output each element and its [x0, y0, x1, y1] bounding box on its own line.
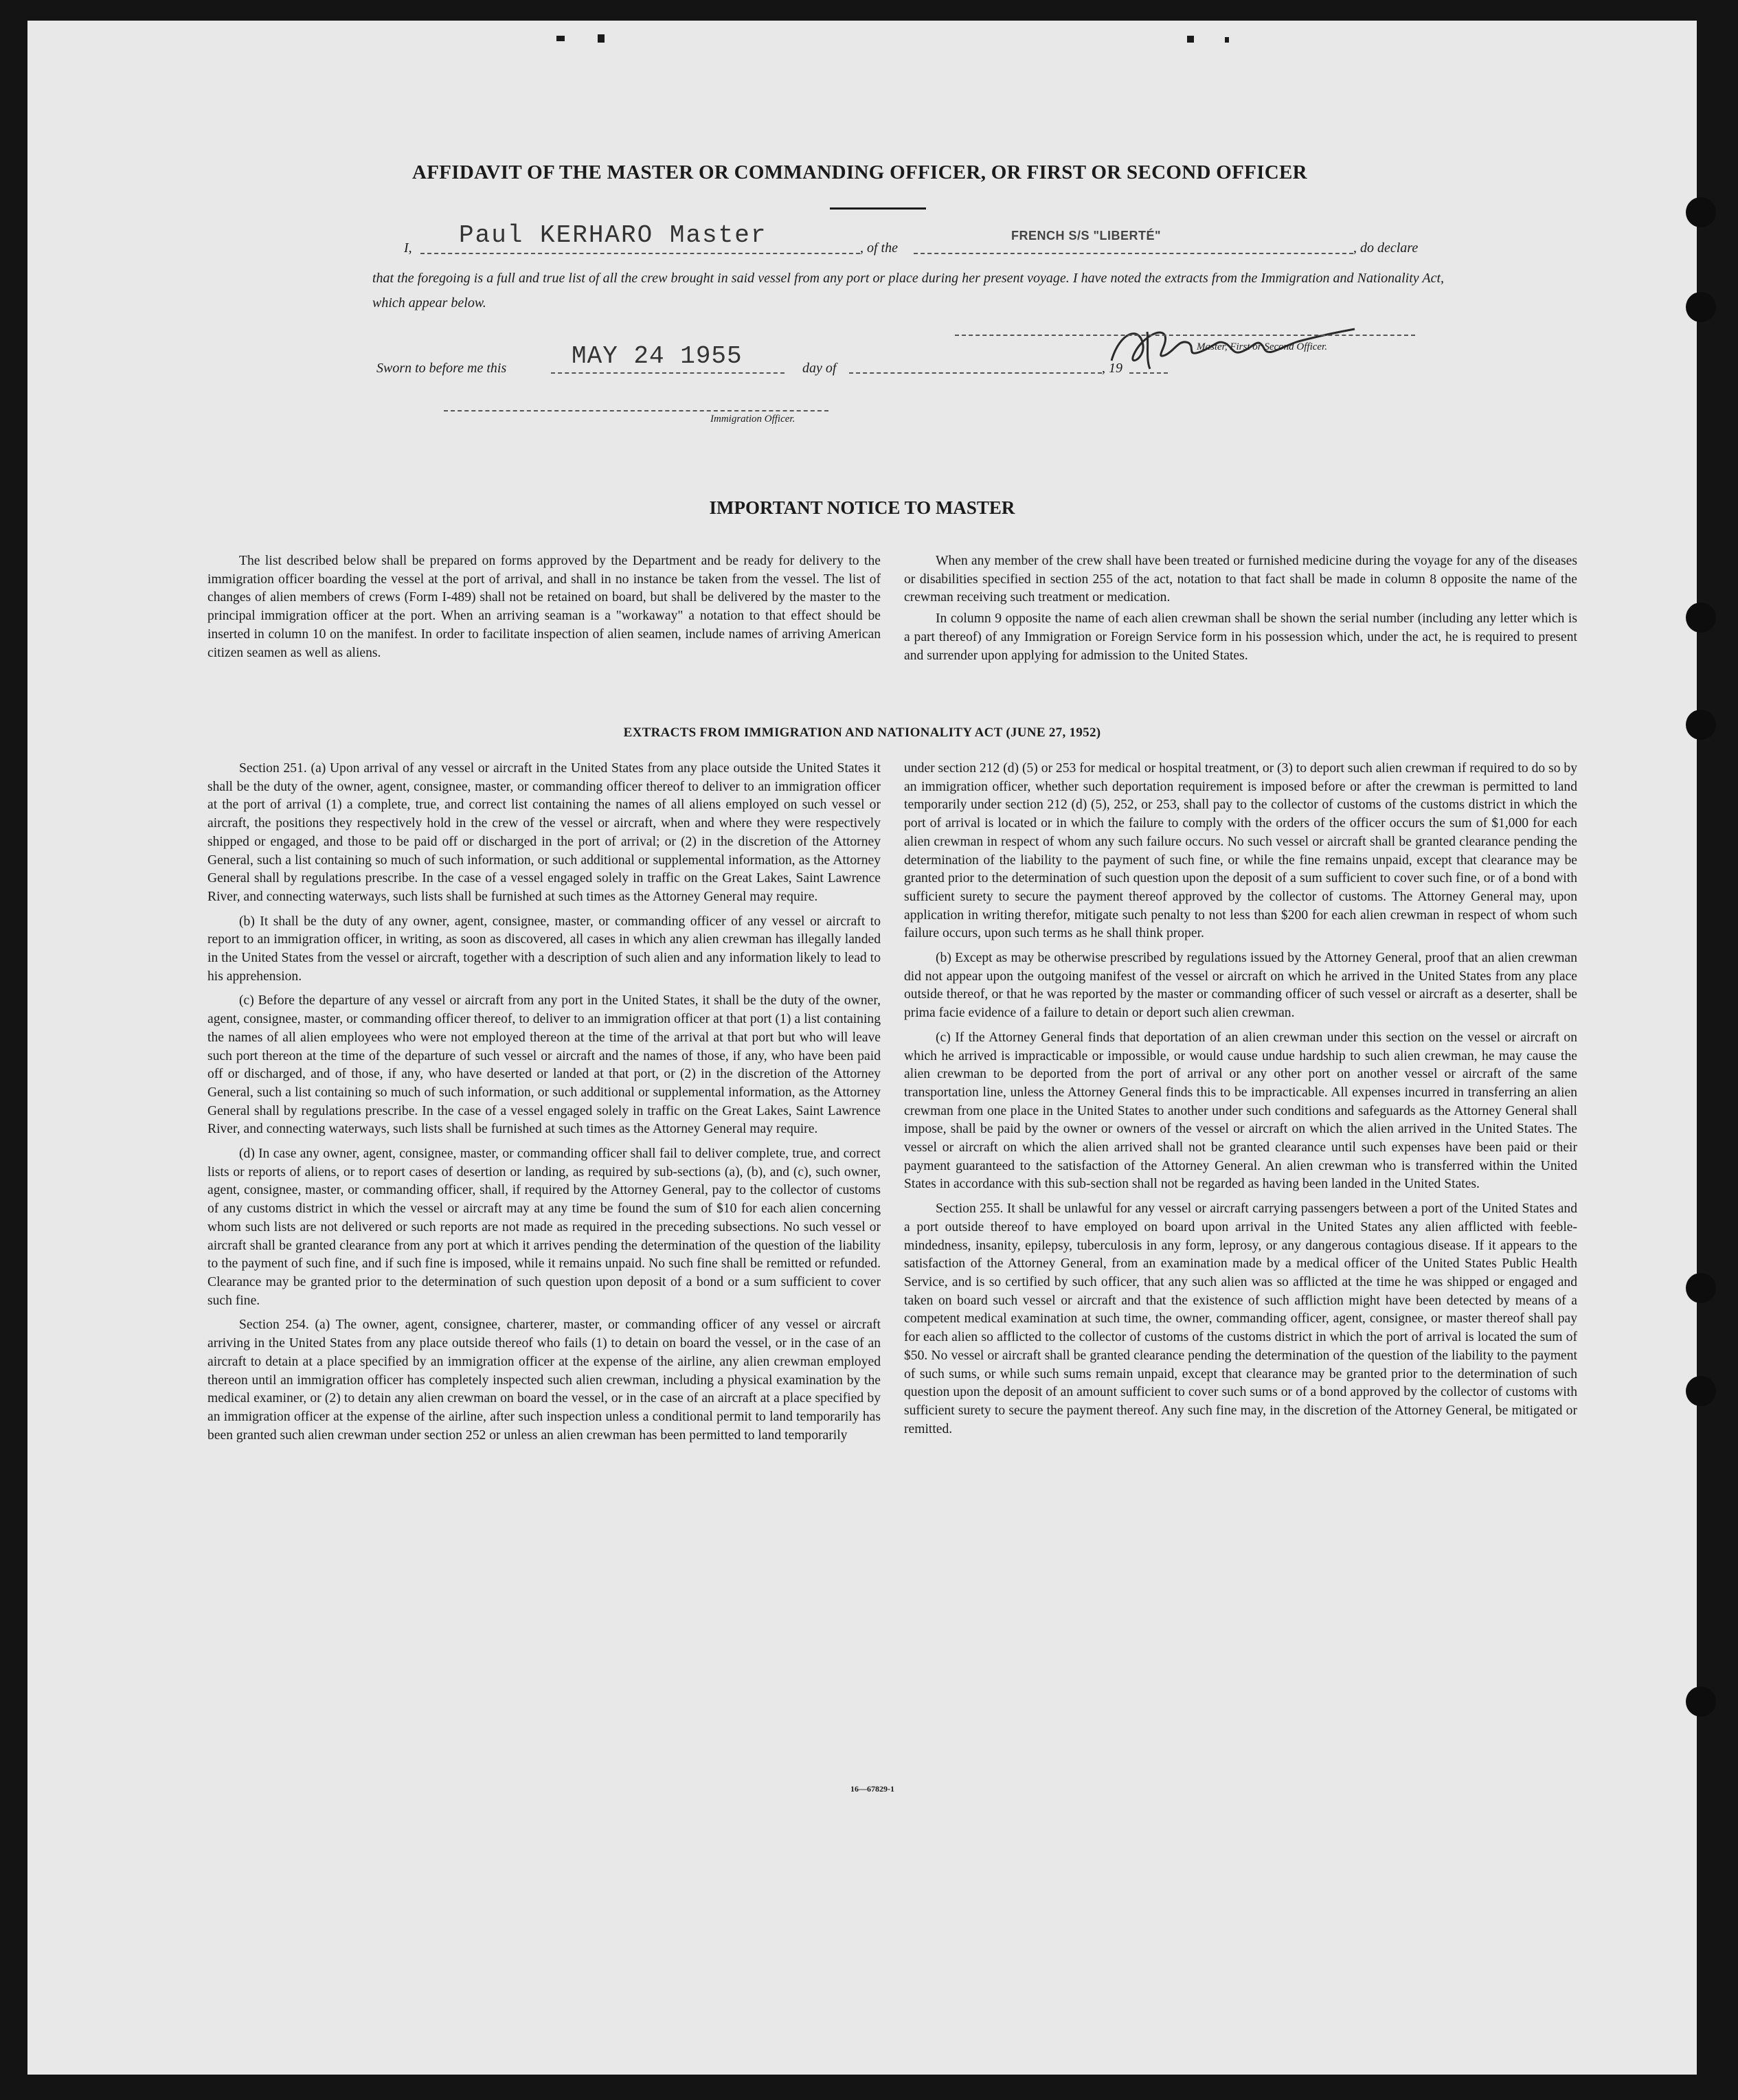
section-251-d: (d) In case any owner, agent, consignee, master, or commanding officer shall fail to deliver complete, true, and correct lists or reports of aliens, or to report cases of desertion or landing, as required by sub-sections (a), (b), and (c), such owner, agent, consignee, master, or commanding officer, shall, if required by the Attorney General, pay to the collector of customs of any customs district in which the vessel or aircraft may at any time be found the sum of $10 for each alien concerning whom such lists are not delivered or such reports are not made as required in the preceding subsections. No such vessel or aircraft shall be granted clearance from any port at which it arrives pending the determination of the question of the liability to the payment of such fine, and if such fine is imposed, while it remains unpaid. No such fine shall be remitted or refunded. Clearance may be granted prior to the determination of such question upon deposit of a bond or a sum sufficient to cover such fine. — [207, 1147, 881, 1308]
year-blank — [1129, 353, 1168, 374]
scan-mark — [1225, 37, 1229, 43]
scan-mark — [1187, 36, 1194, 43]
declaration-text: that the foregoing is a full and true list of all the crew brought in said vessel from any port or place during her present voyage. I have noted the extracts from the Immigration and Nationality Act, which appear below. — [372, 271, 1444, 311]
notice-right-paragraph-2: In column 9 opposite the name of each alien crewman shall be shown the serial number (including any letter which is a part thereof) of any Immigration or Foreign Service form in his possession which, under the act, he is required to present and surrender upon applying for admission to the United States. — [904, 611, 1577, 663]
punch-hole — [1686, 1273, 1716, 1303]
month-blank — [849, 353, 1102, 374]
day-of-label: day of — [802, 361, 837, 376]
extracts-heading: EXTRACTS FROM IMMIGRATION AND NATIONALITY ACT (JUNE 27, 1952) — [623, 725, 1101, 740]
notice-right-paragraph-1: When any member of the crew shall have been treated or furnished medicine during the voyage for any of the diseases or disabilities specified in section 255 of the act, notation to that fact shall be made in column 8 opposite the name of the crewman receiving such treatment or medication. — [904, 554, 1577, 605]
signature-caption: Master, First or Second Officer. — [1197, 341, 1327, 352]
notice-right-column — [904, 552, 1577, 671]
section-254-a: Section 254. (a) The owner, agent, consignee, charterer, master, or commanding officer of any vessel or aircraft arriving in the United States from any place outside thereof who fails (1) to detain on board the vessel, or in the case of an aircraft to detain at a place specified by an immigration officer at the expense of the airline, any alien crewman employed thereon until an immigration officer has completely inspected such alien crewman, including a physical examination by the medical examiner, or (2) to detain any alien crewman on board the vessel, or in the case of an aircraft at a place specified by an immigration officer at the expense of the airline, after such inspection unless a conditional permit to land temporarily has been granted such alien crewman under section 252 or unless an alien crewman has been permitted to land temporarily — [207, 1318, 881, 1443]
section-251-b: (b) It shall be the duty of any owner, agent, consignee, master, or commanding officer of any vessel or aircraft to report to an immigration officer, in writing, as soon as discovered, all cases in which any alien crewman has illegally landed in the United States from the vessel or aircraft, together with a description of such alien and any information likely to lead to his apprehension. — [207, 914, 881, 984]
form-number: 16—67829-1 — [850, 1784, 894, 1794]
notice-left-column — [207, 552, 881, 668]
scan-mark — [598, 34, 605, 43]
section-254-c: (c) If the Attorney General finds that deportation of an alien crewman under this section on the vessel or aircraft on which he arrived is impracticable or impossible, or would cause undue hardship to such alien crewman, he may cause the alien crewman to be deported from the port of arrival or any other port on another vessel or aircraft of the same transportation line, unless the Attorney General finds this to be impracticable. All expenses incurred in transferring an alien crewman from one place in the United States to another under such conditions and safeguards as the Attorney General shall impose, shall be paid by the owner or owners of the vessel or aircraft on which the alien arrived in the United States. The vessel or aircraft on which the alien arrived shall not be granted clearance until such expenses have been paid or their payment guaranteed to the satisfaction of the Attorney General. An alien crewman who is transferred within the United States in accordance with this sub-section shall not be regarded as having been landed in the United States. — [904, 1030, 1577, 1192]
scan-mark — [556, 36, 565, 41]
title-rule — [830, 207, 926, 210]
do-declare-label: , do declare — [1353, 240, 1419, 256]
year-label: , 19 — [1102, 361, 1122, 376]
i-label: I, — [404, 240, 412, 256]
document-page — [27, 21, 1697, 2075]
section-254-a-cont: under section 212 (d) (5) or 253 for medical or hospital treatment, or (3) to deport such alien crewman if required to do so by an immigration officer, whether such deportation requirement is imposed before or after the crewman is permitted to land temporarily under section 212 (d) (5), 252, or 253, shall pay to the collector of customs of the customs district in which the port of arrival is located or in which the failure to comply with the orders of the officer occurs the sum of $1,000 for each alien crewman in respect of whom any such failure occurs. No such vessel or aircraft shall be granted clearance pending the determination of the liability to the payment of such fine, or while the fine remains unpaid, except that clearance may be granted prior to the determination of such question upon the deposit of a sum sufficient to cover such fine, or of a bond with sufficient surety to secure the payment thereof approved by the collector of customs. The Attorney General may, upon application in writing therefor, mitigate such penalty to not less than $200 for each alien crewman in respect of whom such failure occurs, upon such terms as he shall think proper. — [904, 761, 1577, 941]
affidavit-title: AFFIDAVIT OF THE MASTER OR COMMANDING OFFICER, OR FIRST OR SECOND OFFICER — [412, 161, 1307, 183]
punch-hole — [1686, 292, 1716, 322]
extracts-left-column — [207, 760, 881, 1451]
signature-blank — [955, 333, 1415, 336]
sworn-label: Sworn to before me this — [376, 361, 507, 376]
officer-caption: Immigration Officer. — [710, 414, 795, 425]
of-the-label: , of the — [860, 240, 898, 256]
section-251-a: Section 251. (a) Upon arrival of any vessel or aircraft in the United States from any place outside the United States it shall be the duty of the owner, agent, consignee, master, or commanding officer thereof to deliver to an immigration officer at the port of arrival (1) a complete, true, and correct list containing the names of all aliens employed on such vessel or aircraft, the positions they respectively hold in the crew of the vessel or aircraft, when and where they were respectively shipped or engaged, and those to be paid off or discharged in the port of arrival; or (2) in the discretion of the Attorney General, such a list containing so much of such information, or such additional or supplemental information, as the Attorney General shall by regulations prescribe. In the case of a vessel engaged solely in traffic on the Great Lakes, Saint Lawrence River, and connecting waterways, such lists shall be furnished at such times as the Attorney General may require. — [207, 761, 881, 904]
punch-hole — [1686, 602, 1716, 633]
punch-hole — [1686, 710, 1716, 740]
extracts-right-column — [904, 760, 1577, 1445]
notice-heading: IMPORTANT NOTICE TO MASTER — [709, 497, 1015, 518]
officer-signature-blank — [444, 409, 828, 411]
punch-hole — [1686, 1376, 1716, 1406]
vessel-name: FRENCH S/S "LIBERTÉ" — [1011, 229, 1162, 242]
master-name: Paul KERHARO Master — [459, 221, 767, 249]
section-251-c: (c) Before the departure of any vessel or aircraft from any port in the United States, it shall be the duty of the owner, agent, consignee, master, or commanding officer thereof, to deliver to an immigration officer at that port (1) a list containing the names of all alien employees who were not employed thereon at the time of the arrival at that port but who will leave such port thereon at the time of the departure of such vessel or aircraft and the names of those, if any, who have been paid off or discharged, and of those, if any, who have deserted or landed at that port, or (2) in the discretion of the Attorney General, such a list containing so much of such information, or such additional or supplemental information, as the Attorney General shall by regulations prescribe. In the case of a vessel engaged solely in traffic on the Great Lakes, Saint Lawrence River, and connecting waterways, such lists shall be furnished at such times as the Attorney General may require. — [207, 993, 881, 1137]
section-254-b: (b) Except as may be otherwise prescribed by regulations issued by the Attorney General, proof that an alien crewman did not appear upon the outgoing manifest of the vessel or aircraft on which he arrived in the United States from any place outside thereof, or that he was reported by the master or commanding officer of such vessel or aircraft as a deserter, shall be prima facie evidence of a failure to detain or deport such alien crewman. — [904, 951, 1577, 1021]
punch-hole — [1686, 1686, 1716, 1717]
section-255: Section 255. It shall be unlawful for any vessel or aircraft carrying passengers between a port of the United States and a port outside thereof to have employed on board upon arrival in the United States any alien afflicted with feeble-mindedness, insanity, epilepsy, tuberculosis in any form, leprosy, or any dangerous contagious disease. If it appears to the satisfaction of the Attorney General, from an examination made by a medical officer of the United States Public Health Service, and is so certified by such officer, that any such alien was so afflicted at the time he was shipped or engaged and taken on board such vessel or aircraft and that the existence of such affliction might have been detected by means of a competent medical examination at such time, the owner, commanding officer, agent, consignee, or master thereof shall pay for each alien so afflicted to the collector of customs of the customs district in which the port of arrival is located the sum of $50. No vessel or aircraft shall be granted clearance pending the determination of the question of the liability to the payment of such sums, or while such sums remain unpaid, except that clearance may be granted prior to the determination of such question upon the deposit of an amount sufficient to cover such sums or of a bond approved by the collector of customs with sufficient surety to secure the payment thereof. Any such fine may, in the discretion of the Attorney General, be mitigated or remitted. — [904, 1201, 1577, 1436]
notice-left-paragraph: The list described below shall be prepared on forms approved by the Department and be ready for delivery to the immigration officer boarding the vessel at the port of arrival, and shall in no instance be taken from the vessel. The list of changes of alien members of crews (Form I-489) shall not be retained on board, but shall be delivered by the master to the principal immigration officer at the port. When an arriving seaman is a "workaway" a notation to that effect should be inserted in column 10 on the manifest. In order to facilitate inspection of alien seamen, include names of arriving American citizen seamen as well as aliens. — [207, 554, 881, 660]
sworn-date: MAY 24 1955 — [572, 342, 743, 370]
punch-hole — [1686, 197, 1716, 227]
